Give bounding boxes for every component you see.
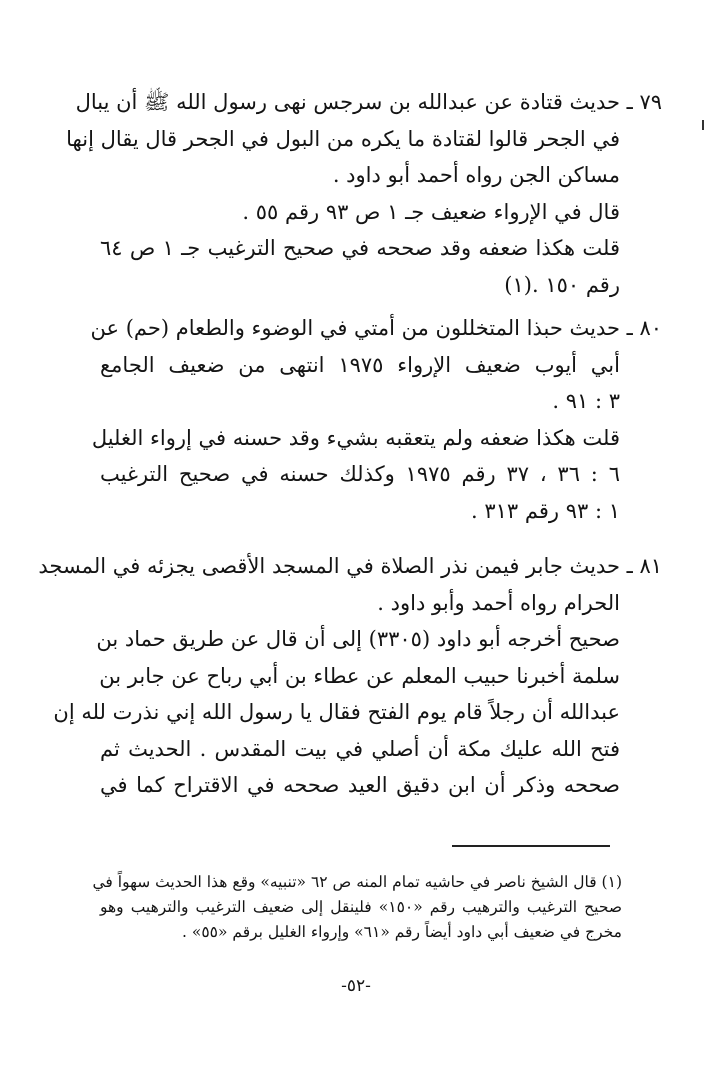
footnote-separator (452, 845, 610, 847)
footnote-line: صحيح الترغيب والترهيب رقم «١٥٠» فلينقل إلى ضعيف الترغيب والترهيب وهو (100, 898, 623, 916)
page-number: -٥٢- (341, 976, 371, 996)
hadith-entry-79 (66, 84, 662, 303)
entry-number: ٨٠ ـ (626, 316, 662, 340)
entry-line: الحرام رواه أحمد وأبو داود . (377, 590, 620, 615)
footnote-line: (١) قال الشيخ ناصر في حاشيه تمام المنه ص ٦٢ «تنبيه» وقع هذا الحديث سهواً في (92, 873, 622, 891)
entry-number: ٧٩ ـ (626, 90, 662, 114)
entry-line: رقم ١٥٠ .(١) (504, 272, 620, 297)
entry-line: حديث حبذا المتخللون من أمتي في الوضوء والطعام (حم) عن (90, 316, 620, 340)
entry-line: صححه وذكر أن ابن دقيق العيد صححه في الاقتراح كما في (100, 773, 620, 797)
entry-line: قلت هكذا ضعفه ولم يتعقبه بشيء وقد حسنه في إرواء الغليل (91, 425, 620, 450)
entry-line: أبي أيوب ضعيف الإرواء ١٩٧٥ انتهى من ضعيف الجامع (100, 352, 620, 377)
entry-line: مساكن الجن رواه أحمد أبو داود . (332, 163, 620, 187)
footnote (92, 870, 623, 945)
entry-line: عبدالله أن رجلاً قام يوم الفتح فقال يا رسول الله إني نذرت لله إن (53, 700, 620, 724)
entry-line: حديث قتادة عن عبدالله بن سرجس نهى رسول الله ﷺ أن يبال (75, 90, 620, 114)
entry-line: سلمة أخبرنا حبيب المعلم عن عطاء بن أبي رباح عن جابر بن (99, 663, 620, 688)
entry-line: قلت هكذا ضعفه وقد صححه في صحيح الترغيب جـ ١ ص ٦٤ (100, 236, 620, 260)
entry-line: قال في الإرواء ضعيف جـ ١ ص ٩٣ رقم ٥٥ . (242, 199, 620, 224)
entry-line: حديث جابر فيمن نذر الصلاة في المسجد الأقصى يجزئه في المسجد (38, 554, 620, 578)
entry-line: ٦ : ٣٦ ، ٣٧ رقم ١٩٧٥ وكذلك حسنه في صحيح الترغيب (100, 462, 620, 486)
hadith-entry-81 (38, 548, 662, 804)
entry-number: ٨١ ـ (626, 554, 662, 578)
scan-edge-mark (702, 120, 704, 130)
entry-line: ١ : ٩٣ رقم ٣١٣ . (471, 498, 620, 523)
entry-line: في الجحر قالوا لقتادة ما يكره من البول في الجحر قال يقال إنها (66, 126, 620, 151)
entry-line: فتح الله عليك مكة أن أصلي في بيت المقدس . الحديث ثم (100, 736, 620, 761)
footnote-line: مخرج في ضعيف أبي داود أيضاً رقم «٦١» وإرواء الغليل برقم «٥٥» . (181, 923, 622, 941)
entry-line: ٣ : ٩١ . (552, 389, 620, 413)
hadith-entry-80 (90, 310, 662, 529)
entry-line: صحيح أخرجه أبو داود (٣٣٠٥) إلى أن قال عن طريق حماد بن (96, 627, 620, 651)
